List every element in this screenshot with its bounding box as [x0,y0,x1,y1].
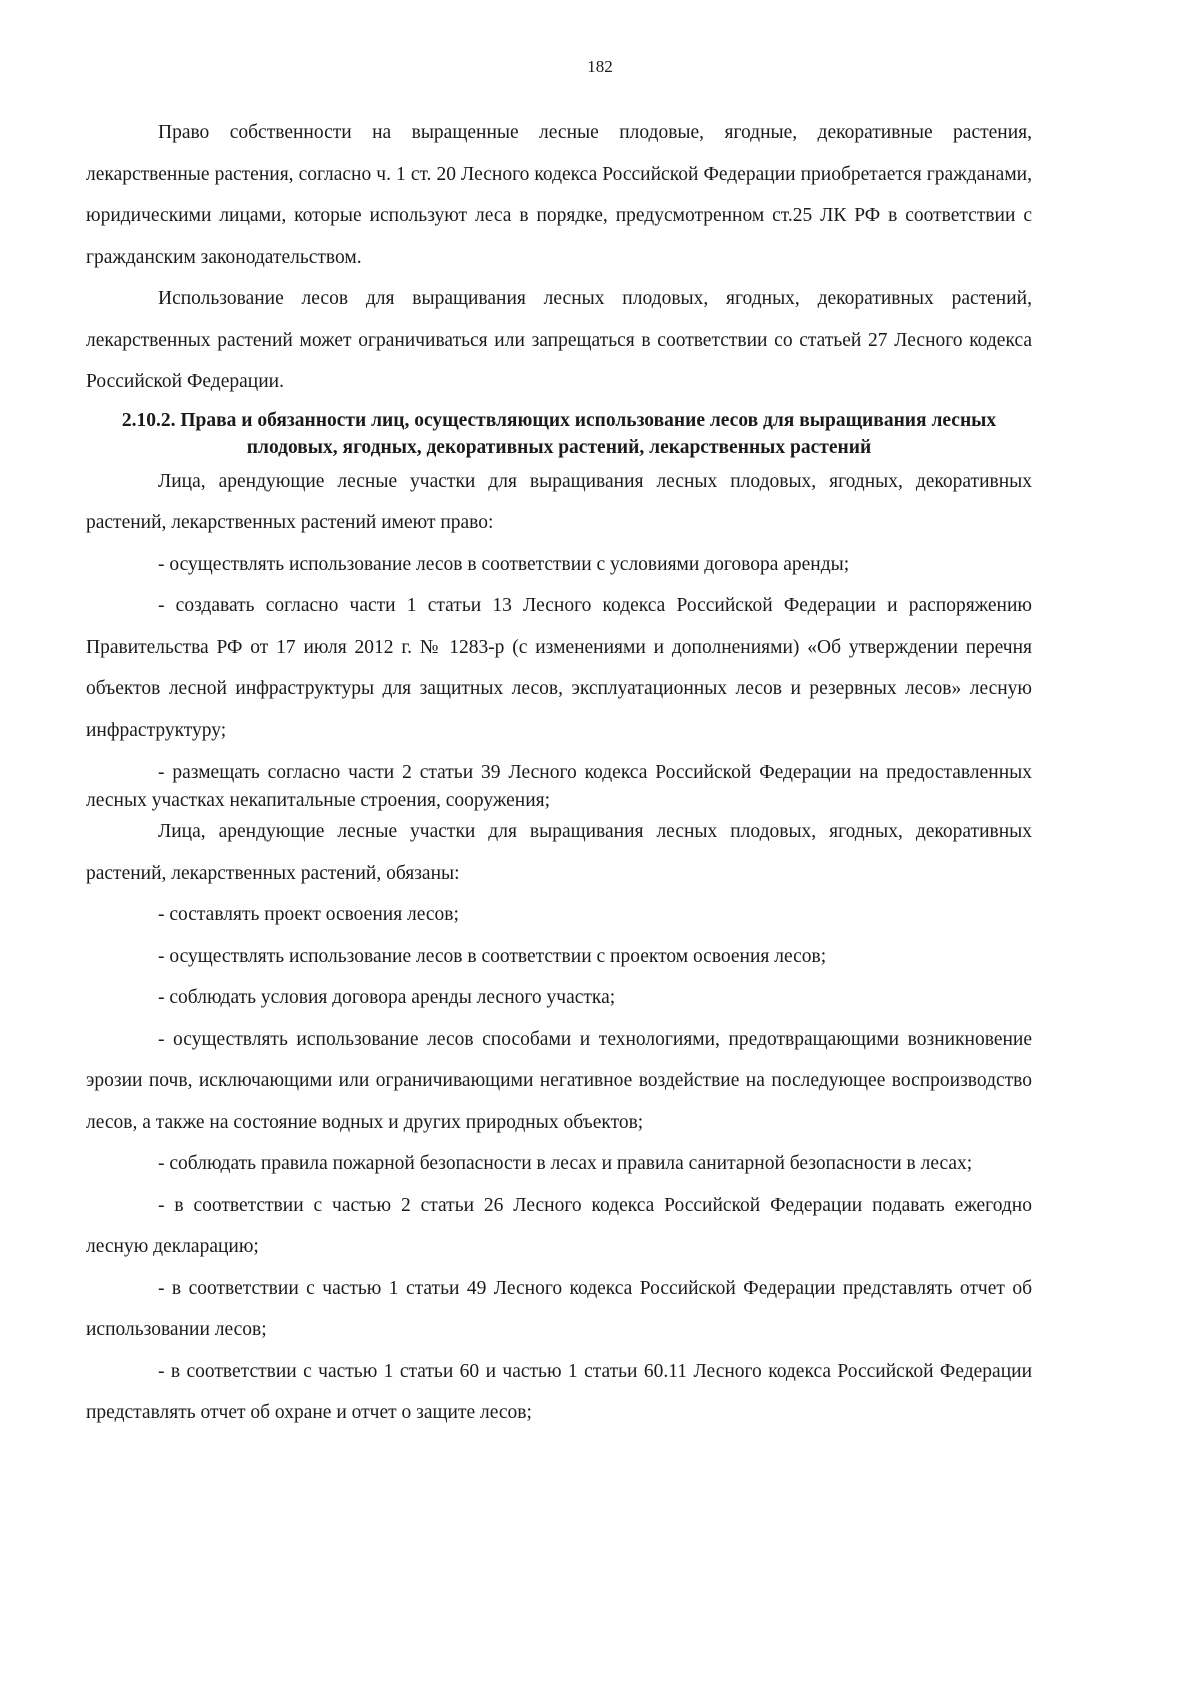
rights-item: - размещать согласно части 2 статьи 39 Лесного кодекса Российской Федерации на предоставленных лесных участках некапитальные строения, сооружения; [86,762,1032,811]
duties-item: - соблюдать условия договора аренды лесного участка; [158,987,616,1008]
duties-item: - осуществлять использование лесов в соответствии с проектом освоения лесов; [158,945,827,967]
duties-item: - в соответствии с частью 1 статьи 60 и частью 1 статьи 60.11 Лесного кодекса Российской Федерации представлять отчет об охране и отчет о защите лесов; [86,1360,1032,1423]
rights-item: - осуществлять использование лесов в соответствии с условиями договора аренды; [158,553,850,575]
duties-item: - в соответствии с частью 2 статьи 26 Лесного кодекса Российской Федерации подавать ежегодно лесную декларацию; [86,1194,1032,1257]
duties-intro: Лица, арендующие лесные участки для выращивания лесных плодовых, ягодных, декоративных растений, лекарственных растений, обязаны: [86,821,1032,884]
rights-item: - создавать согласно части 1 статьи 13 Лесного кодекса Российской Федерации и распоряжению Правительства РФ от 17 июля 2012 г. № 1283-р (с изменениями и дополнениями) «Об утверждении перечня объектов лесной инфраструктуры для защитных лесов, эксплуатационных лесов и резервных лесов» лесную инфраструктуру; [86,595,1032,741]
paragraph-ownership: Право собственности на выращенные лесные плодовые, ягодные, декоративные растения, лекарственные растения, согласно ч. 1 ст. 20 Лесного кодекса Российской Федерации приобретается гражданами, юридическими лицами, которые используют леса в порядке, предусмотренном ст.25 ЛК РФ в соответствии с гражданским законодательством. [86,122,1032,268]
paragraph-restrictions: Использование лесов для выращивания лесных плодовых, ягодных, декоративных растений, лекарственных растений может ограничиваться или запрещаться в соответствии со статьей 27 Лесного кодекса Российской Федерации. [86,288,1032,392]
duties-item: - в соответствии с частью 1 статьи 49 Лесного кодекса Российской Федерации представлять отчет об использовании лесов; [86,1277,1032,1340]
section-heading: 2.10.2. Права и обязанности лиц, осуществляющих использование лесов для выращивания лесных плодовых, ягодных, декоративных растений, лекарственных растений [121,409,997,458]
document-body [86,112,1032,1434]
duties-item: - осуществлять использование лесов способами и технологиями, предотвращающими возникновение эрозии почв, исключающими или ограничивающими негативное воздействие на последующее воспроизводство лесов, а также на состояние водных и других природных объектов; [86,1028,1032,1133]
page-number: 182 [587,57,613,76]
rights-intro: Лица, арендующие лесные участки для выращивания лесных плодовых, ягодных, декоративных растений, лекарственных растений имеют право: [86,470,1032,533]
duties-item: - соблюдать правила пожарной безопасности в лесах и правила санитарной безопасности в лесах; [158,1153,973,1174]
duties-item: - составлять проект освоения лесов; [158,904,459,925]
